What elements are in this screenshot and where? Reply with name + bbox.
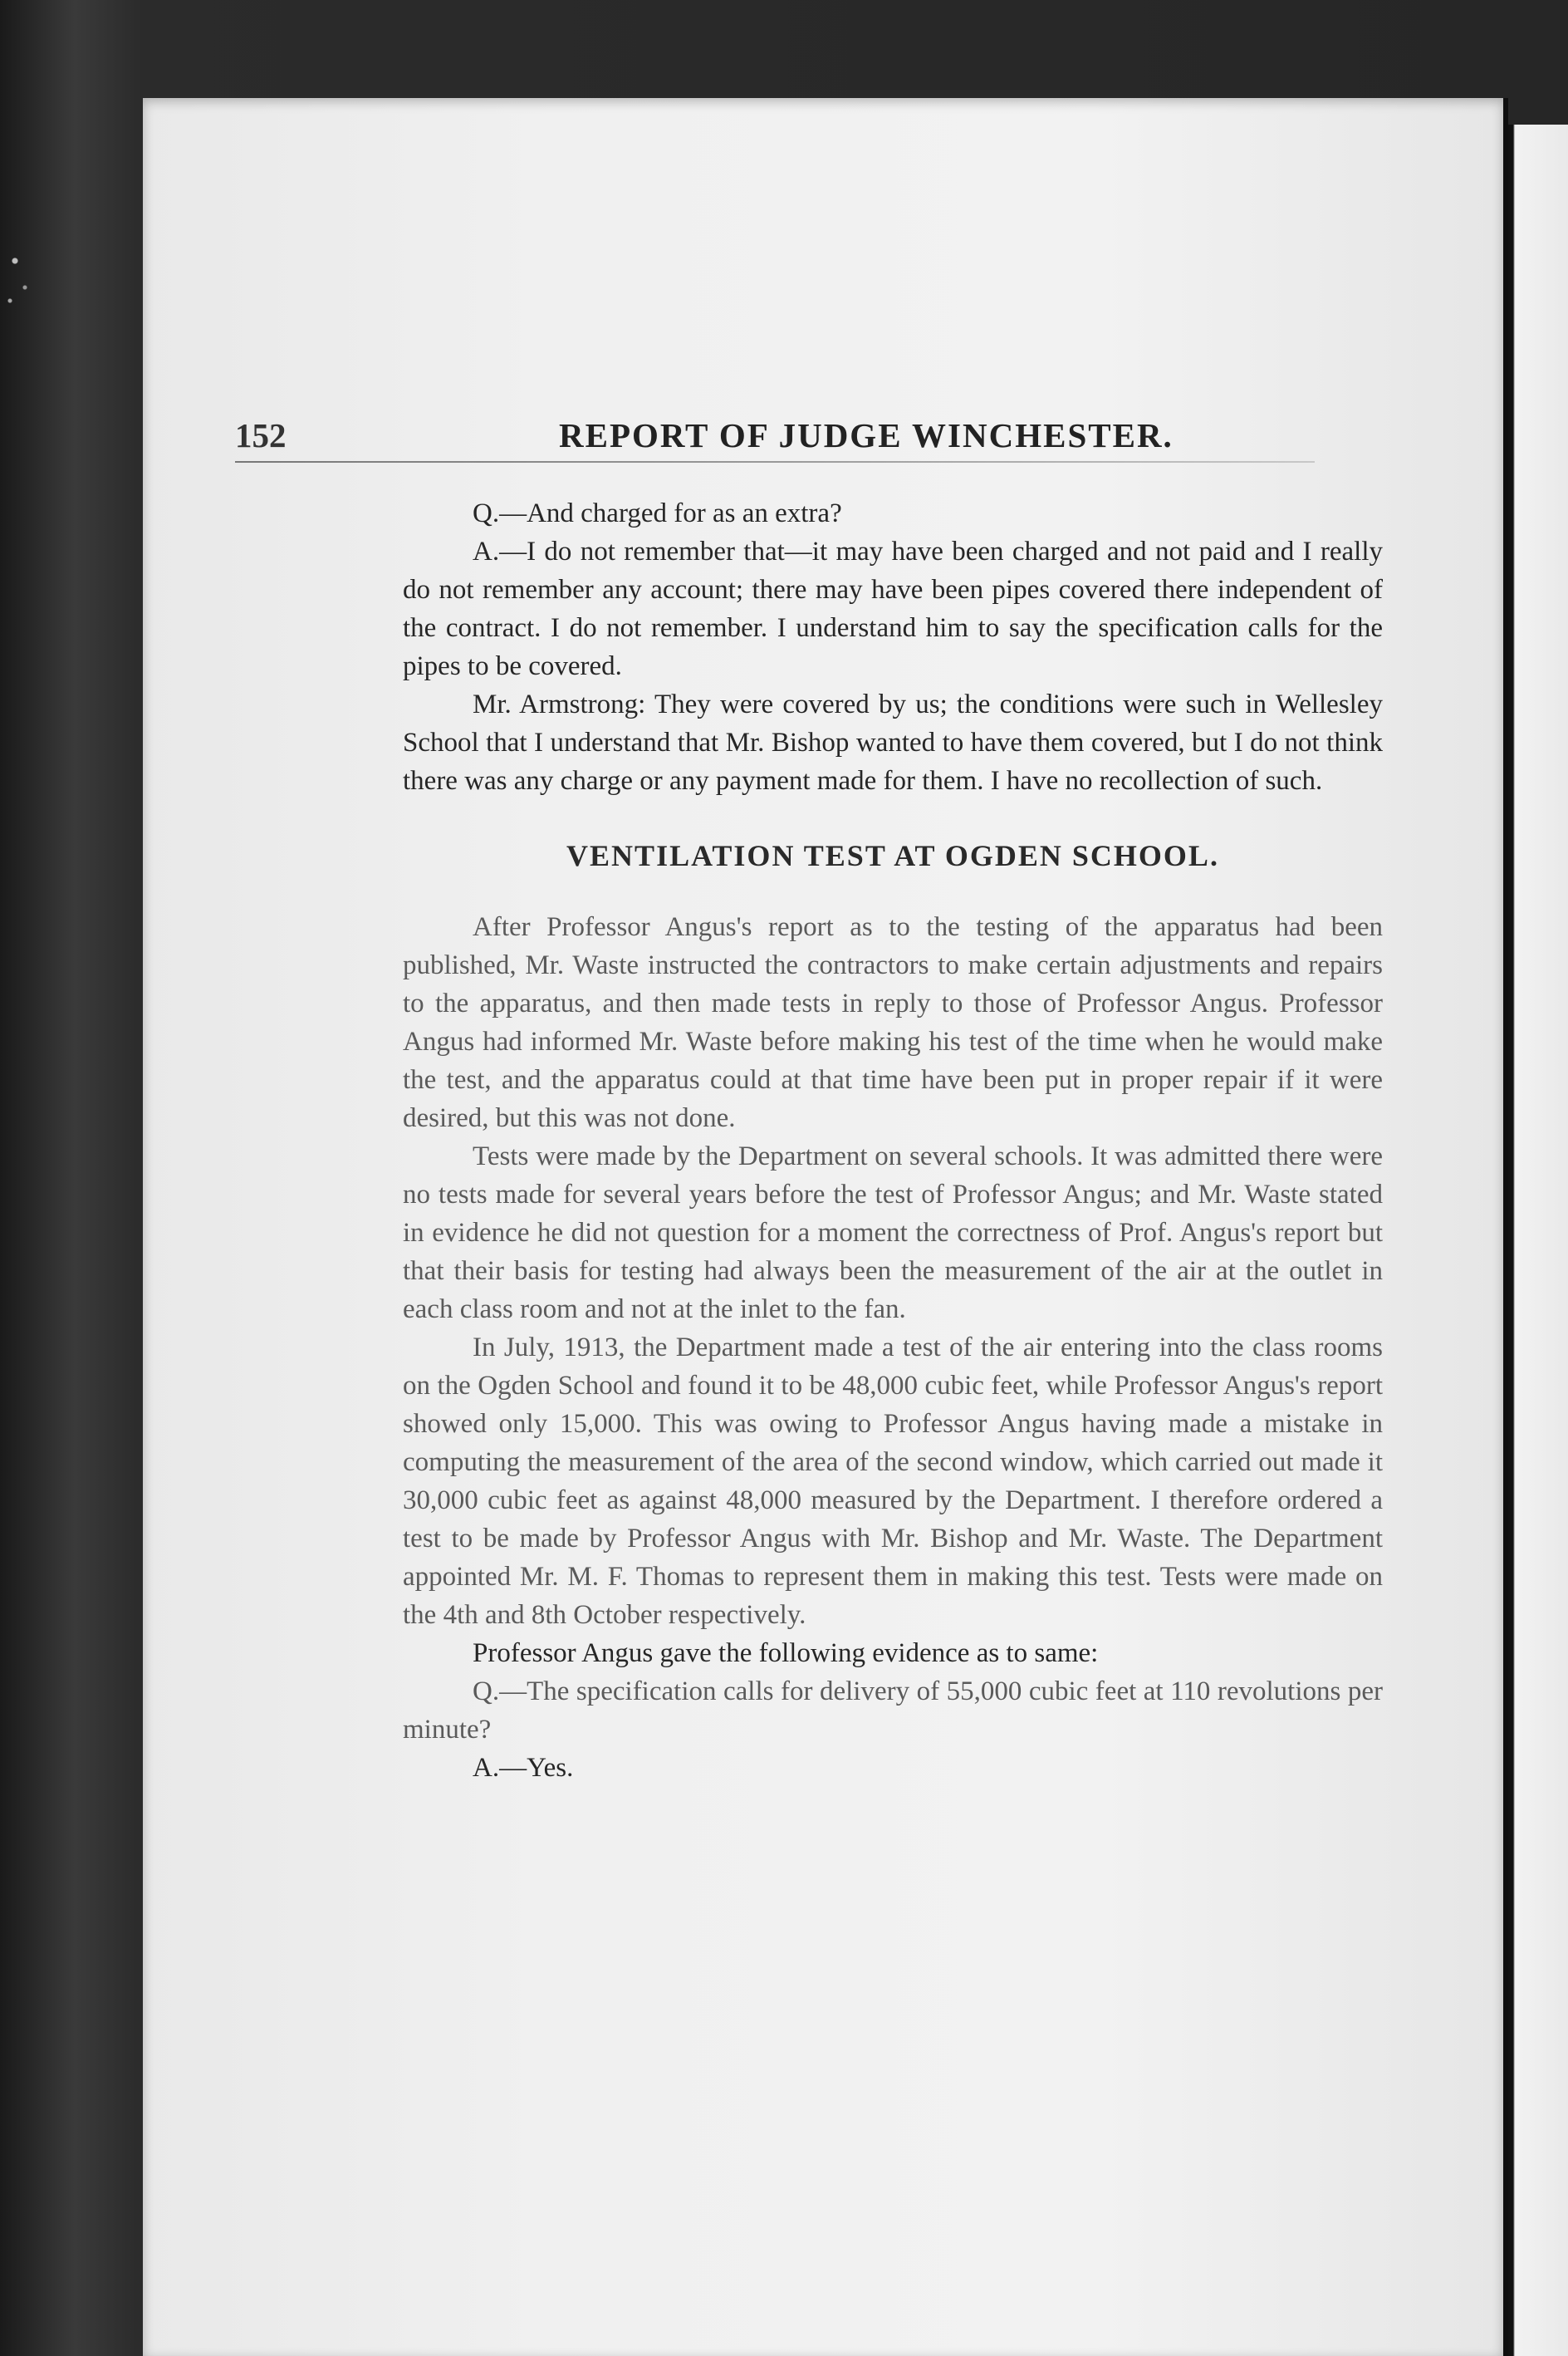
body-paragraph: In July, 1913, the Department made a test of the air entering into the class rooms on the Ogden School and found it to be 48,000 cubic feet, while Professor Angus's report showed only 15,000. This was owing to Professor Angus having made a mistake in computing the measurement of the area of the second window, which carried out made it 30,000 cubic feet as against 48,000 measured by the Department. I therefore ordered a test to be made by Professor Angus with Mr. Bishop and Mr. Waste. The Department appointed Mr. M. F. Thomas to represent them in making this test. Tests were made on the 4th and 8th October respectively. — [403, 1333, 1383, 1630]
question-paragraph: Q.—The specification calls for delivery of 55,000 cubic feet at 110 revolutions per minute? — [403, 1676, 1383, 1745]
page-body — [403, 494, 1383, 1787]
body-paragraph: Tests were made by the Department on several schools. It was admitted there were no tests made for several years before the test of Professor Angus; and Mr. Waste stated in evidence he did not question for a moment the correctness of Prof. Angus's report but that their basis for testing had always been the measurement of the air at the outlet in each class room and not at the inlet to the fan. — [403, 1141, 1383, 1324]
answer-paragraph: A.—I do not remember that—it may have been charged and not paid and I really do not remember any account; there may have been pipes covered there independent of the contract. I do not remember. I understand him to say the specification calls for the pipes to be covered. — [403, 537, 1383, 681]
page-header — [235, 415, 1232, 465]
question-paragraph: Q.—And charged for as an extra? — [473, 498, 842, 528]
body-paragraph: Professor Angus gave the following evidence as to same: — [473, 1638, 1099, 1668]
body-paragraph: After Professor Angus's report as to the testing of the apparatus had been published, Mr. Waste instructed the contractors to make certain adjustments and repairs to the apparatus, and then made tests in reply to those of Professor Angus. Professor Angus had informed Mr. Waste before making his test of the time when he would make the test, and the apparatus could at that time have been put in proper repair if it were desired, but this was not done. — [403, 912, 1383, 1133]
armstrong-paragraph: Mr. Armstrong: They were covered by us; the conditions were such in Wellesley School that I understand that Mr. Bishop wanted to have them covered, but I do not think there was any charge or any payment made for them. I have no recollection of such. — [403, 690, 1383, 796]
header-rule — [235, 461, 1315, 463]
section-heading: VENTILATION TEST AT OGDEN SCHOOL. — [566, 839, 1219, 872]
answer-paragraph: A.—Yes. — [473, 1753, 574, 1783]
page-number: 152 — [235, 416, 287, 454]
scan-debris — [0, 208, 50, 341]
running-head: REPORT OF JUDGE WINCHESTER. — [559, 416, 1174, 454]
adjacent-page-edge — [1505, 125, 1568, 2356]
